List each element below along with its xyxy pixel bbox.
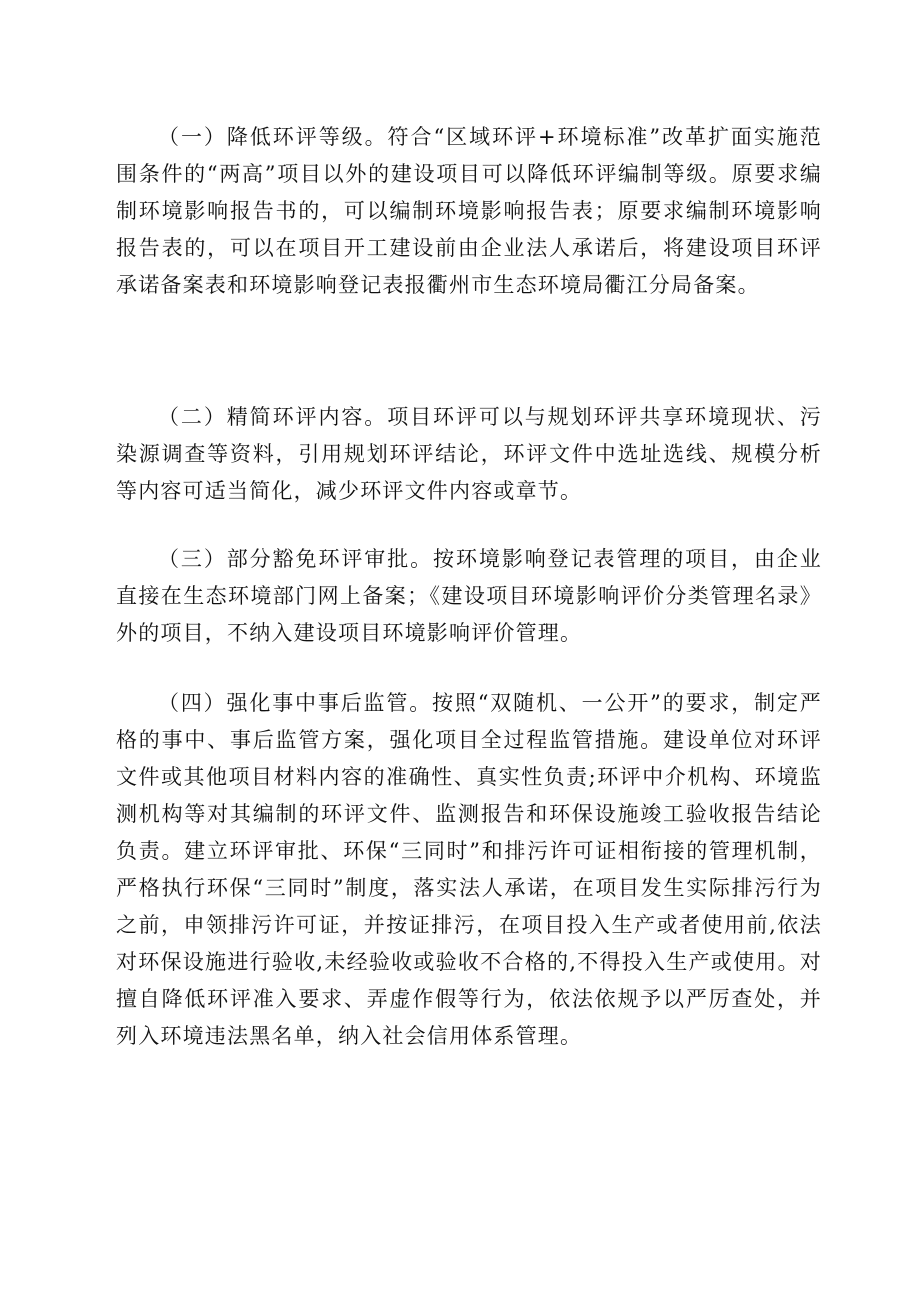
paragraph-3-partial-exemption: （三）部分豁免环评审批。按环境影响登记表管理的项目，由企业直接在生态环境部门网上备案；《建设项目环境影响评价分类管理名录》外的项目，不纳入建设项目环境影响评价管理。: [116, 547, 822, 645]
paragraph-4-strengthen-supervision: （四）强化事中事后监管。按照“双随机、一公开”的要求，制定严格的事中、事后监管方案，强化项目全过程监管措施。建设单位对环评文件或其他项目材料内容的准确性、真实性负责;环评中介机构、环境监测机构等对其编制的环评文件、监测报告和环保设施竣工验收报告结论负责。建立环评审批、环保“三同时”和排污许可证相衔接的管理机制，严格执行环保“三同时”制度，落实法人承诺，在项目发生实际排污行为之前，申领排污许可证，并按证排污，在项目投入生产或者使用前,依法对环保设施进行验收,未经验收或验收不合格的,不得投入生产或使用。对擅自降低环评准入要求、弄虚作假等行为，依法依规予以严厉查处，并列入环境违法黑名单，纳入社会信用体系管理。: [116, 691, 822, 1048]
paragraph-2-simplify-eia-content: （二）精简环评内容。项目环评可以与规划环评共享环境现状、污染源调查等资料，引用规划环评结论，环评文件中选址选线、规模分析等内容可适当简化，减少环评文件内容或章节。: [116, 405, 822, 503]
paragraph-1-lower-eia-level: （一）降低环评等级。符合“区域环评+环境标准”改革扩面实施范围条件的“两高”项目以外的建设项目可以降低环评编制等级。原要求编制环境影响报告书的，可以编制环境影响报告表；原要求编制环境影响报告表的，可以在项目开工建设前由企业法人承诺后，将建设项目环评承诺备案表和环境影响登记表报衢州市生态环境局衢江分局备案。: [116, 125, 822, 297]
